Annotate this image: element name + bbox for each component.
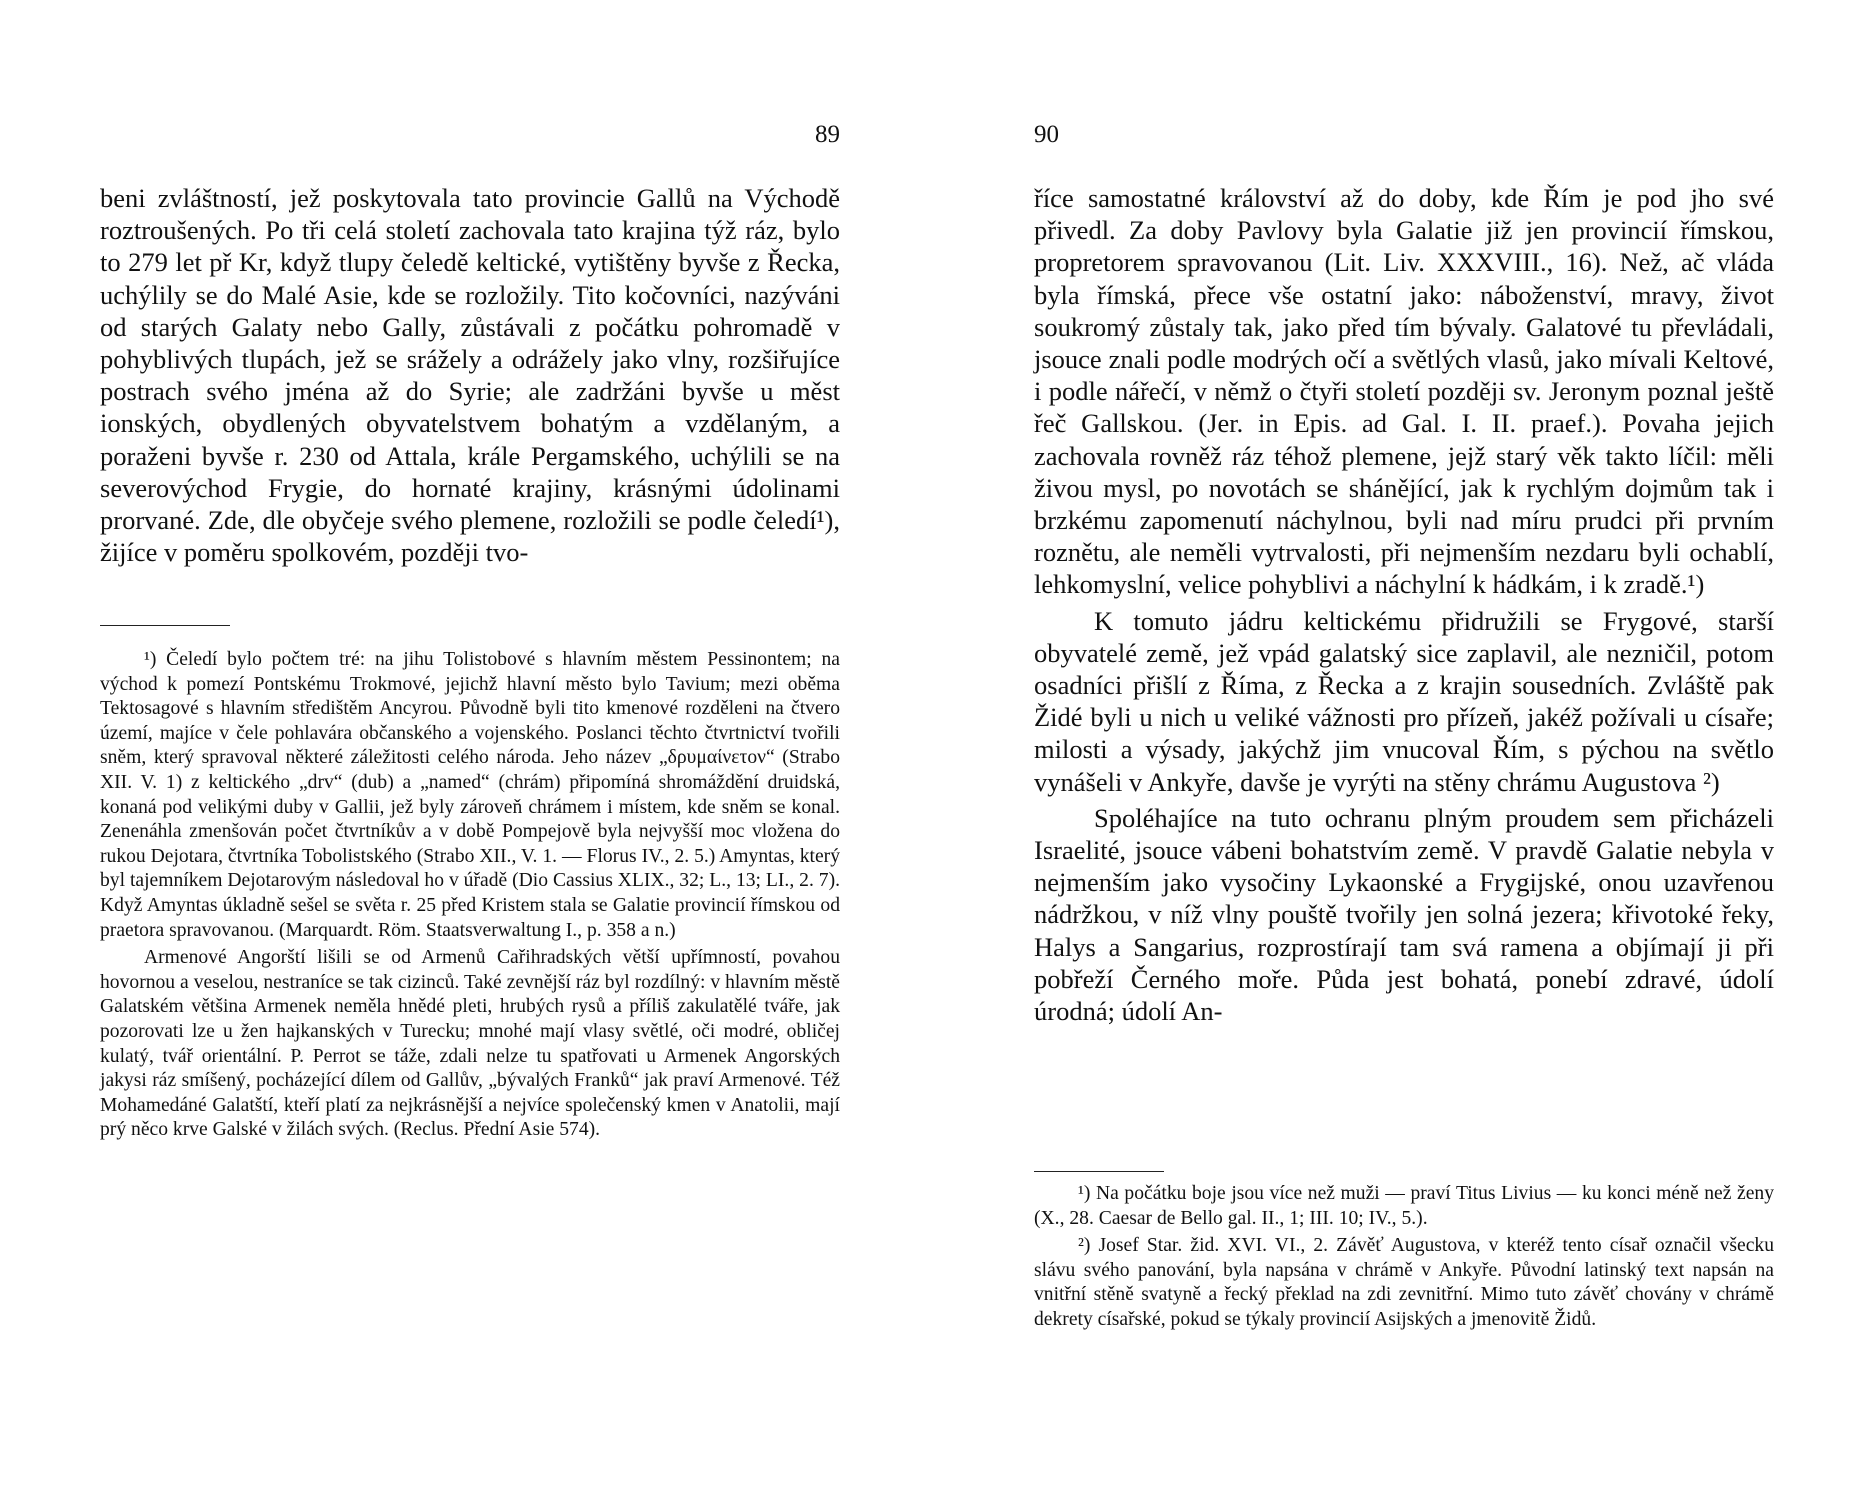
footnote: Armenové Angorští lišili se od Armenů Cařihradských větší upřímností, povahou hovornou a veselou, nestraníce se tak cizinců. Také zevnější ráz byl rozdílný: v hlavním městě Galatském většina Armenek neměla hnědé pleti, hrubých rysů a příliš zakulatělé tváře, jak pozorovati lze u žen hajkanských v Turecku; mnohé mají vlasy světlé, oči modré, obličej kulatý, tvář orientální. P. Perrot se táže, zdali nelze tu spatřovati u Armenek Angorských jakysi ráz smíšený, pocházející dílem od Gallův, „bývalých Franků“ jak praví Armenové. Též Mohamedáné Galatští, kteří platí za nejkrásnější a nejvíce společenský kmen v Anatolii, mají prý něco krve Galské v žilách svých. (Reclus. Přední Asie 574). <box>100 947 840 1141</box>
right-page <box>1034 0 1774 1500</box>
footnote-separator <box>100 625 230 626</box>
footnote-separator <box>1034 1171 1164 1172</box>
left-page <box>100 0 840 1500</box>
paragraph: Spoléhajíce na tuto ochranu plným proudem sem přicházeli Israelité, jsouce vábeni bohatstvím země. V pravdě Galatie nebyla v nejmenším jako vysočiny Lykaonské a Frygijské, onou uzavřenou nádržkou, v níž vlny pouště tvořily jen solná jezera; křivotoké řeky, Halys a Sangarius, rozprostírají tam svá ramena a objímají ji při pobřeží Černého moře. Půda jest bohatá, ponebí zdravé, údolí úrodná; údolí An- <box>1034 802 1774 1027</box>
footnote: ²) Josef Star. žid. XVI. VI., 2. Závěť Augustova, v kteréž tento císař označil všecku slávu svého panování, byla napsána v chrámě v Ankyře. Původní latinský text napsán na vnitřní stěně svatyně a řecký překlad na zdi zevnitřní. Mimo tuto závěť chovány v chrámě dekrety císařské, pokud se týkaly provincií Asijských a jmenovitě Židů. <box>1034 1235 1774 1330</box>
paragraph: říce samostatné království až do doby, kde Řím je pod jho své přivedl. Za doby Pavlovy byla Galatie již jen provincií římskou, propretorem spravovanou (Lit. Liv. XXXVIII., 16). Než, ač vláda byla římská, přece vše ostatní jako: náboženství, mravy, život soukromý zůstaly tak, jako před tím bývaly. Galatové tu převládali, jsouce znali podle modrých očí a světlých vlasů, jako mívali Keltové, i podle nářečí, v němž o čtyři století později sv. Jeronym poznal ještě řeč Gallskou. (Jer. in Epis. ad Gal. I. II. praef.). Povaha jejich zachovala rovněž ráz téhož plemene, jejž starý věk takto líčil: měli živou mysl, po novotách se shánějící, jak k rychlým dojmům tak i brzkému zapomenutí náchylnou, byli nad míru prudci při prvním roznětu, ale neměli vytrvalosti, při nejmenším nezdaru byli ochablí, lehkomyslní, velice pohyblivi a náchylní k hádkám, i k zradě.¹) <box>1034 183 1774 600</box>
page-number: 90 <box>1034 121 1059 148</box>
footnote: ¹) Čeledí bylo počtem tré: na jihu Tolistobové s hlavním městem Pessinontem; na východ k pomezí Pontskému Trokmové, jejichž hlavní město bylo Tavium; mezi oběma Tektosagové s hlavním středištěm Ancyrou. Původně byli tito kmenové rozděleni na čtvero území, majíce v čele pohlavára občanského a vojenského. Poslanci těchto čtvrtnictví tvořili sněm, který spravoval některé záležitosti celého národa. Jeho název „δρυμαίνετον“ (Strabo XII. V. 1) z keltického „drv“ (dub) a „named“ (chrám) připomíná shromáždění druidská, konaná pod velikými duby v Gallii, jež byly zároveň chrámem i místem, kde sněm se konal. Zenenáhla zmenšován počet čtvrtníkův a v době Pompejově byla nejvyšší moc vložena do rukou Dejotara, čtvrtníka Tobolistského (Strabo XII., V. 1. — Florus IV., 2. 5.) Amyntas, který byl tajemníkem Dejotarovým následoval ho v úřadě (Dio Cassius XLIX., 32; L., 13; LI., 2. 7). Když Amyntas úkladně sešel se světa r. 25 před Kristem stala se Galatie provincií římskou od praetora spravovanou. (Marquardt. Röm. Staatsverwaltung I., p. 358 a n.) <box>100 649 840 941</box>
main-text <box>1034 182 1774 1027</box>
footnotes <box>100 648 840 1143</box>
footnote: ¹) Na počátku boje jsou více než muži — praví Titus Livius — ku konci méně než ženy (X., 28. Caesar de Bello gal. II., 1; III. 10; IV., 5.). <box>1034 1183 1774 1229</box>
footnotes <box>1034 1182 1774 1333</box>
page-number: 89 <box>815 121 840 148</box>
paragraph: K tomuto jádru keltickému přidružili se Frygové, starší obyvatelé země, jež vpád galatský sice zaplavil, ale nezničil, potom osadníci přišlí z Říma, z Řecka a z krajin sousedních. Zvláště pak Židé byli u nich u veliké vážnosti pro přízeň, jakéž požívali u císaře; milosti a výsady, jakýchž jim vnucoval Řím, s pýchou na světlo vynášeli v Ankyře, davše je vyrýti na stěny chrámu Augustova ²) <box>1034 605 1774 797</box>
paragraph: beni zvláštností, jež poskytovala tato provincie Gallů na Východě roztroušených. Po tři celá století zachovala tato krajina týž ráz, bylo to 279 let př Kr, když tlupy čeledě keltické, vytištěny byvše z Řecka, uchýlily se do Malé Asie, kde se rozložily. Tito kočovníci, nazýváni od starých Galaty nebo Gally, zůstávali z počátku pohromadě v pohyblivých tlupách, jež se srážely a odrážely jako vlny, rozšiřujíce postrach svého jména až do Syrie; ale zadržáni byvše u měst ionských, obydlených obyvatelstvem bohatým a vzdělaným, a poraženi byvše r. 230 od Attala, krále Pergamského, uchýlili se na severovýchod Frygie, do hornaté krajiny, krásnými údolinami prorvané. Zde, dle obyčeje svého plemene, rozložili se podle čeledí¹), žijíce v poměru spolkovém, později tvo- <box>100 183 840 568</box>
main-text <box>100 182 840 568</box>
